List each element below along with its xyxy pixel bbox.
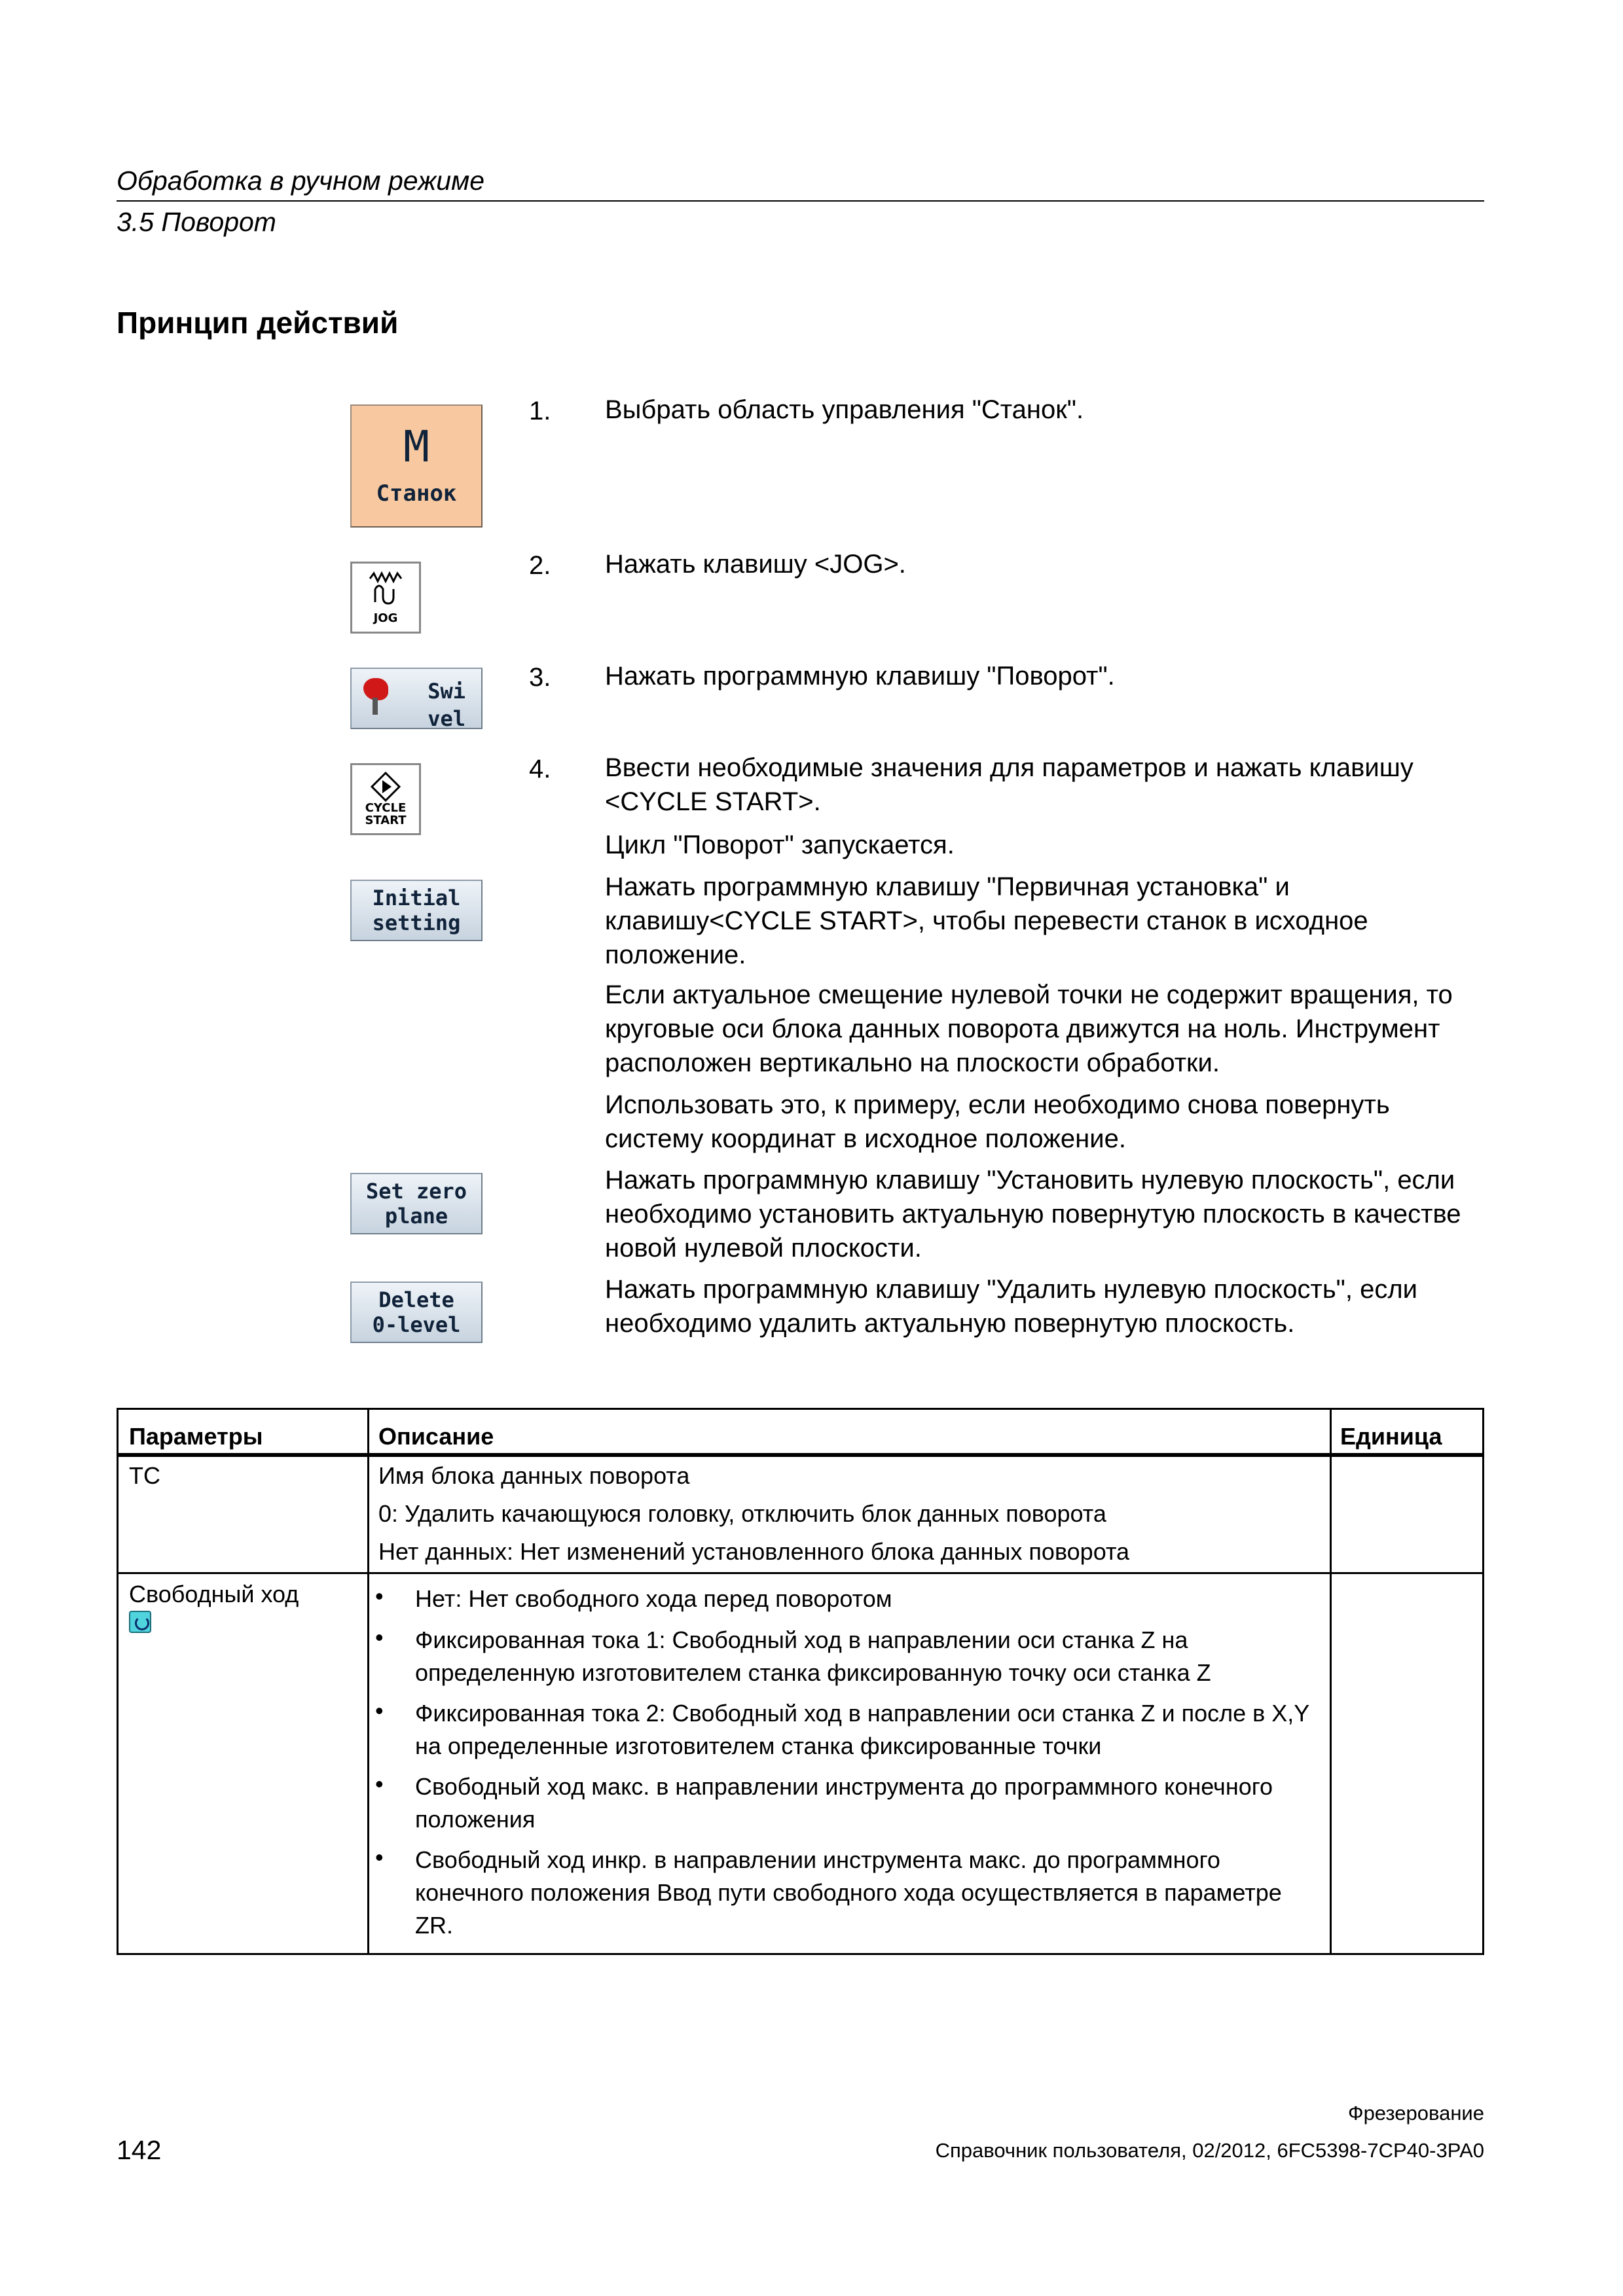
step-text: Нажать программную клавишу "Поворот". [605, 662, 1115, 691]
retraction-icon [129, 1611, 151, 1633]
set-zero-line2: plane [384, 1204, 448, 1229]
delete-line1: Delete [378, 1287, 454, 1312]
cycle-start-icon [370, 771, 401, 802]
table-divider [367, 1410, 369, 1953]
bullet: • [375, 1583, 384, 1609]
table-cell-text: Нет данных: Нет изменений установленного блока данных поворота [378, 1538, 1130, 1565]
paragraph: Нажать программную клавишу "Удалить нулевую плоскость", если необходимо удалить актуальную повернутую плоскость. [605, 1275, 1418, 1338]
machine-key-label: Станок [376, 480, 457, 507]
running-header-section: 3.5 Поворот [117, 207, 276, 237]
bullet: • [375, 1770, 384, 1797]
list-item: Фиксированная тока 1: Свободный ход в направлении оси станка Z на определенную изготовителем станка фиксированную точку оси станка Z [415, 1626, 1211, 1686]
set-zero-plane-softkey [350, 1173, 483, 1234]
bullet: • [375, 1844, 384, 1871]
bullet: • [375, 1697, 384, 1724]
bullet: • [375, 1624, 384, 1651]
list-item: Свободный ход инкр. в направлении инструмента макс. до программного конечного положения Ввод пути свободного хода осуществляется в параметре ZR. [415, 1846, 1282, 1939]
page-number: 142 [117, 2135, 162, 2165]
jog-icon [366, 571, 405, 613]
column-header-description: Описание [378, 1423, 494, 1450]
table-cell-text: 0: Удалить качающуюся головку, отключить блок данных поворота [378, 1500, 1106, 1527]
paragraph: Нажать программную клавишу "Первичная установка" и клавишу<CYCLE START>, чтобы перевести станок в исходное положение. [605, 872, 1368, 969]
table-cell-param: Свободный ход [129, 1581, 299, 1607]
table-divider [1330, 1410, 1332, 1953]
step-number: 3. [529, 663, 551, 692]
column-header-unit: Единица [1340, 1423, 1442, 1450]
initial-setting-softkey [350, 880, 483, 941]
table-cell-param: TC [129, 1462, 160, 1489]
table-cell-text: Имя блока данных поворота [378, 1462, 690, 1489]
parameters-table [117, 1408, 1484, 1955]
list-item: Фиксированная тока 2: Свободный ход в направлении оси станка Z и после в X,Y на определенные изготовителем станка фиксированные точки [415, 1700, 1309, 1759]
delete-zero-level-softkey [350, 1282, 483, 1343]
step-text: Нажать клавишу <JOG>. [605, 550, 906, 579]
paragraph: Если актуальное смещение нулевой точки не содержит вращения, то круговые оси блока данных поворота движутся на ноль. Инструмент расположен вертикально на плоскости обработки. [605, 980, 1453, 1077]
cycle-start-key [350, 763, 421, 835]
running-header-chapter: Обработка в ручном режиме [117, 166, 485, 196]
paragraph: Использовать это, к примеру, если необходимо снова повернуть систему координат в исходное положение. [605, 1090, 1390, 1153]
list-item: Нет: Нет свободного хода перед поворотом [415, 1585, 892, 1612]
paragraph: Нажать программную клавишу "Установить нулевую плоскость", если необходимо установить актуальную повернутую плоскость в качестве новой нулевой плоскости. [605, 1166, 1461, 1263]
step-number: 1. [529, 397, 551, 425]
jog-key-label: JOG [373, 611, 398, 625]
column-header-params: Параметры [129, 1423, 263, 1450]
cycle-start-line1: CYCLE [365, 801, 407, 816]
footer-product: Фрезерование [1348, 2102, 1484, 2125]
cycle-start-line2: START [365, 814, 407, 827]
paragraph: Цикл "Поворот" запускается. [605, 831, 955, 859]
header-rule [117, 200, 1484, 202]
jog-key [350, 562, 421, 634]
section-title: Принцип действий [117, 306, 399, 340]
table-header-rule [119, 1453, 1482, 1457]
initial-setting-line1: Initial [372, 885, 461, 910]
step-text: Выбрать область управления "Станок". [605, 395, 1084, 424]
swivel-softkey [350, 668, 483, 729]
table-row-rule [119, 1572, 1482, 1574]
set-zero-line1: Set zero [365, 1178, 467, 1204]
machine-area-key [350, 404, 483, 528]
swivel-label-line1: Swi [428, 679, 465, 704]
initial-setting-line2: setting [372, 910, 461, 935]
step-number: 2. [529, 551, 551, 580]
step-text: Ввести необходимые значения для параметров и нажать клавишу <CYCLE START>. [605, 753, 1413, 816]
step-number: 4. [529, 755, 551, 783]
list-item: Свободный ход макс. в направлении инструмента до программного конечного положения [415, 1773, 1273, 1833]
swivel-label-line2: vel [428, 706, 465, 731]
swivel-icon [363, 678, 388, 700]
delete-line2: 0-level [372, 1312, 461, 1337]
machine-icon: M [403, 421, 429, 472]
footer-manual: Справочник пользователя, 02/2012, 6FC5398-7CP40-3PA0 [935, 2139, 1484, 2162]
